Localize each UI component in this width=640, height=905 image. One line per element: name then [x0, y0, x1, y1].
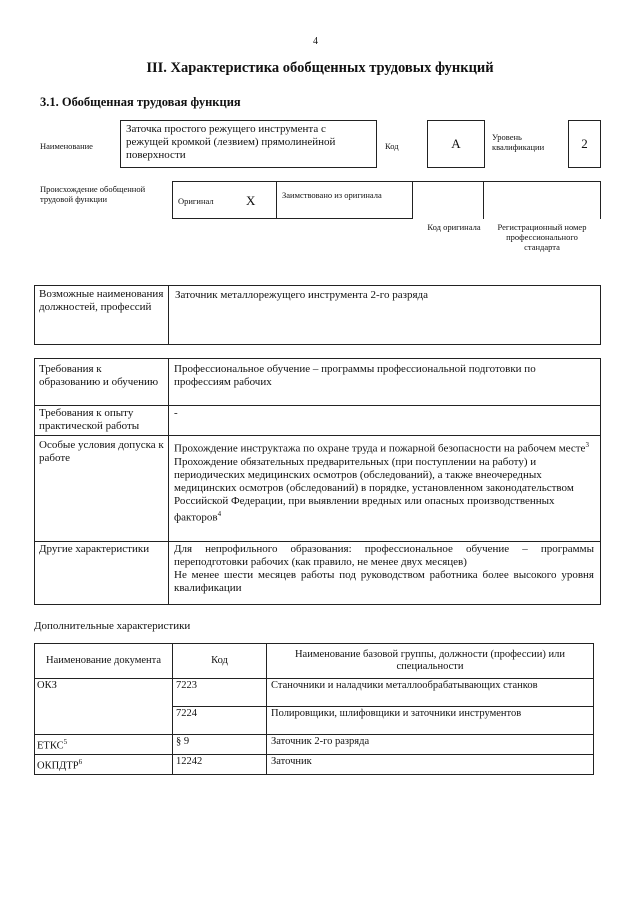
req-experience-value: -	[174, 407, 178, 419]
level-value-box	[568, 120, 601, 168]
footnote-4: 4	[217, 509, 222, 518]
level-label: Уровень квалификации	[492, 132, 545, 152]
origin-label: Происхождение обобщенной трудовой функции	[40, 184, 146, 204]
positions-box	[34, 285, 601, 345]
req-other-line2: Не менее шести месяцев работы под руководством работника более высокого уровня квалификации	[174, 569, 594, 594]
name-value-box	[120, 120, 377, 168]
col-header-name: Наименование базовой группы, должности (профессии) или специальности	[267, 644, 594, 679]
name-label: Наименование	[40, 141, 93, 151]
level-value: 2	[581, 136, 588, 151]
positions-value: Заточник металлорежущего инструмента 2-го разряда	[175, 289, 428, 301]
req-other-line1: Для непрофильного образования: профессиональное обучение – программы переподготовки рабочих (как правило, не менее двух месяцев)	[174, 543, 594, 568]
req-education-value: Профессиональное обучение – программы профессиональной подготовки по профессиям рабочих	[174, 363, 536, 388]
reg-number-caption: Регистрационный номер профессионального стандарта	[497, 222, 587, 252]
req-education-label: Требования к образованию и обучению	[39, 363, 159, 388]
code-cell: 7224	[173, 707, 267, 735]
req-admission-label: Особые условия допуска к работе	[39, 439, 164, 464]
original-label: Оригинал	[178, 196, 214, 206]
req-experience-label: Требования к опыту практической работы	[39, 407, 140, 432]
code-label: Код	[385, 141, 399, 151]
table-row	[35, 679, 594, 707]
table-row	[35, 707, 594, 735]
col-header-code: Код	[173, 644, 267, 679]
requirements-table	[34, 358, 601, 605]
additional-table	[34, 643, 594, 775]
req-other-label: Другие характеристики	[39, 543, 150, 555]
doc-cell: ОКПДТР$^6$	[35, 755, 173, 775]
code-cell: § 9	[173, 735, 267, 755]
doc-cell: ОКЗ	[35, 679, 173, 707]
code-value-box	[427, 120, 485, 168]
name-cell: Полировщики, шлифовщики и заточники инструментов	[267, 707, 594, 735]
footnote-3: 3	[585, 441, 589, 449]
footnote-5: 5	[63, 738, 68, 746]
code-cell: 12242	[173, 755, 267, 775]
section-heading: III. Характеристика обобщенных трудовых функций	[146, 60, 494, 76]
subsection-heading: 3.1. Обобщенная трудовая функция	[40, 95, 241, 109]
name-cell: Заточник	[267, 755, 594, 775]
name-cell: Заточник 2-го разряда	[267, 735, 594, 755]
doc-cell: ЕТКС$^5$	[35, 735, 173, 755]
col-header-document: Наименование документа	[35, 644, 173, 679]
table-row	[35, 755, 594, 775]
origin-box	[172, 181, 601, 219]
code-cell: 7223	[173, 679, 267, 707]
req-other-value	[174, 543, 594, 595]
positions-label: Возможные наименования должностей, профессий	[35, 286, 169, 344]
additional-title: Дополнительные характеристики	[34, 620, 191, 632]
borrowed-label: Заимствовано из оригинала	[282, 190, 382, 200]
req-admission-line2: Прохождение обязательных предварительных (при поступлении на работу) и периодических медицинских осмотров (обследований), а также внеочередных медицинских осмотров (обследований) в порядке, установленном законодательством Российской Федерации, при выявлении вредных или опасных производственных факторов	[174, 455, 574, 524]
table-row	[35, 735, 594, 755]
footnote-6: 6	[78, 758, 83, 766]
code-value: А	[451, 136, 461, 151]
doc-cell	[35, 707, 173, 735]
page-number: 4	[313, 36, 318, 47]
code-original-caption: Код оригинала	[427, 222, 481, 232]
req-admission-line1: Прохождение инструктажа по охране труда и пожарной безопасности на рабочем месте	[174, 442, 586, 455]
name-value: Заточка простого режущего инструмента с режущей кромкой (лезвием) прямолинейной поверхности	[126, 123, 336, 161]
name-cell: Станочники и наладчики металлообрабатывающих станков	[267, 679, 594, 707]
req-admission-value	[174, 439, 594, 524]
original-mark: X	[246, 193, 256, 208]
